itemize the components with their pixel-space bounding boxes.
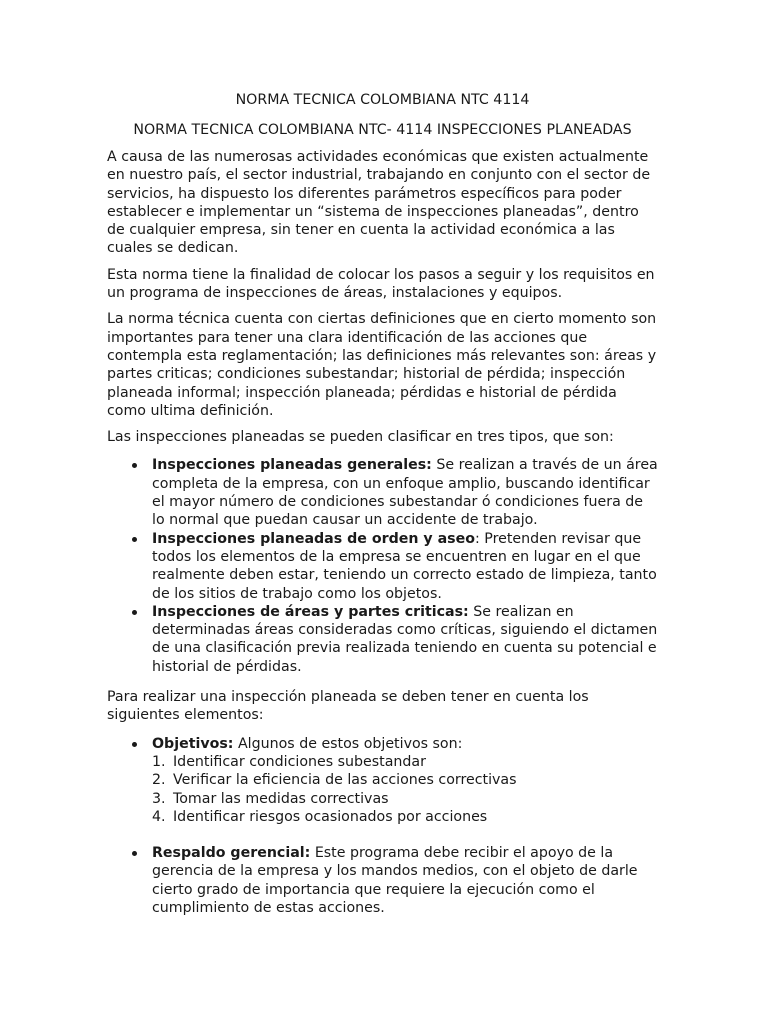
item-number: 1. bbox=[152, 753, 166, 770]
numbered-item bbox=[152, 771, 658, 789]
objectives-list bbox=[107, 735, 658, 826]
numbered-item bbox=[152, 790, 658, 808]
list-item-text: Se realizan a través de un área completa de la empresa, con un enfoque amplio, buscando identificar el mayor número de condiciones subestandar ó condiciones fuera de lo normal que puedan causar un accidente de trabajo. bbox=[152, 457, 658, 529]
list-item-heading: Inspecciones planeadas generales: bbox=[152, 457, 432, 474]
list-item bbox=[152, 603, 658, 676]
list-item bbox=[152, 530, 658, 603]
list-item-text: Este programa debe recibir el apoyo de la gerencia de la empresa y los mandos medios, con el objeto de darle cierto grado de importancia que requiere la ejecución como el cumplimiento de estas acciones. bbox=[152, 845, 638, 916]
list-item bbox=[152, 844, 658, 917]
list-item-heading: Inspecciones planeadas de orden y aseo bbox=[152, 530, 475, 547]
numbered-item bbox=[152, 808, 658, 826]
numbered-item bbox=[152, 753, 658, 771]
item-number: 4. bbox=[152, 808, 166, 825]
list-item-heading: Inspecciones de áreas y partes criticas: bbox=[152, 603, 469, 620]
list-item-heading: Respaldo gerencial: bbox=[152, 845, 311, 862]
list-item-heading: Objetivos: bbox=[152, 735, 234, 752]
list-item bbox=[152, 456, 658, 529]
item-text: Verificar la eficiencia de las acciones correctivas bbox=[173, 772, 517, 789]
objectives-numbered-list bbox=[152, 753, 658, 826]
definitions-paragraph: La norma técnica cuenta con ciertas definiciones que en cierto momento son importantes para tener una clara identificación de las acciones que contempla esta reglamentación; las definiciones más relevantes son: áreas y partes criticas; condiciones subestandar; historial de pérdida; inspección planeada informal; inspección planeada; pérdidas e historial de pérdida como ultima definición. bbox=[107, 311, 657, 419]
inspection-types-list bbox=[107, 456, 658, 676]
item-number: 3. bbox=[152, 790, 166, 807]
list-item-text: Se realizan en determinadas áreas consideradas como críticas, siguiendo el dictamen de una clasificación previa realizada teniendo en cuenta su potencial e historial de pérdidas. bbox=[152, 603, 658, 675]
document-subtitle: NORMA TECNICA COLOMBIANA NTC- 4114 INSPECCIONES PLANEADAS bbox=[133, 122, 632, 138]
list-item-text: Algunos de estos objetivos son: bbox=[233, 735, 463, 752]
item-text: Identificar riesgos ocasionados por acciones bbox=[173, 808, 488, 825]
support-list bbox=[107, 844, 658, 917]
purpose-paragraph: Esta norma tiene la finalidad de colocar los pasos a seguir y los requisitos en un programa de inspecciones de áreas, instalaciones y equipos. bbox=[107, 266, 655, 302]
intro-paragraph: A causa de las numerosas actividades económicas que existen actualmente en nuestro país, el sector industrial, trabajando en conjunto con el sector de servicios, ha dispuesto los diferentes parámetros específicos para poder establecer e implementar un “sistema de inspecciones planeadas”, dentro de cualquier empresa, sin tener en cuenta la actividad económica a las cuales se dedican. bbox=[107, 149, 651, 257]
types-intro-paragraph: Las inspecciones planeadas se pueden clasificar en tres tipos, que son: bbox=[107, 429, 614, 446]
elements-intro-paragraph: Para realizar una inspección planeada se deben tener en cuenta los siguientes elementos: bbox=[107, 689, 589, 724]
document-title: NORMA TECNICA COLOMBIANA NTC 4114 bbox=[235, 92, 530, 108]
list-item-text: : Pretenden revisar que todos los elementos de la empresa se encuentren en lugar en el que realmente deben estar, teniendo un correcto estado de limpieza, tanto de los sitios de trabajo como los objetos. bbox=[152, 530, 657, 602]
item-number: 2. bbox=[152, 772, 166, 789]
list-item bbox=[152, 735, 658, 826]
item-text: Tomar las medidas correctivas bbox=[173, 790, 389, 807]
item-text: Identificar condiciones subestandar bbox=[173, 753, 426, 770]
